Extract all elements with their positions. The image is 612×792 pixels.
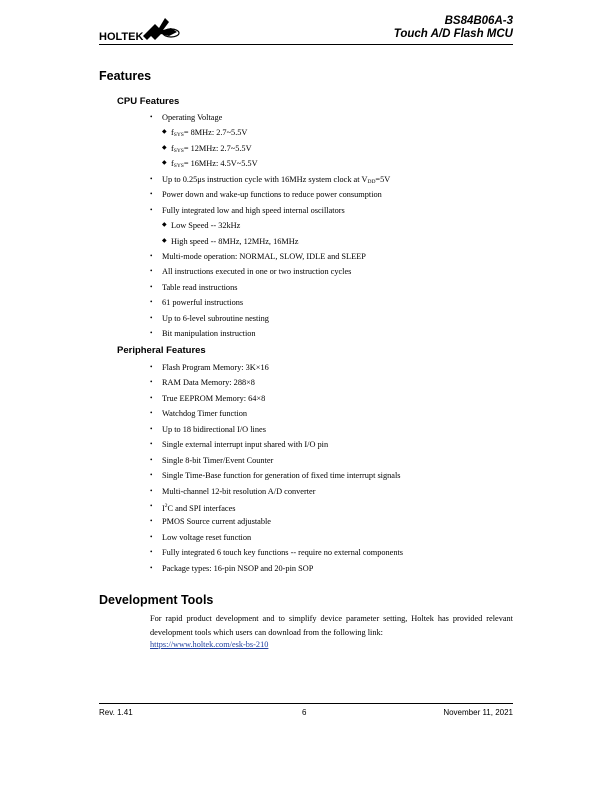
text-part: =5V <box>375 174 391 184</box>
text-part: f <box>171 159 174 169</box>
list-item <box>150 234 520 249</box>
bullet-icon: • <box>150 409 153 418</box>
list-item <box>150 422 520 437</box>
supscript: 2 <box>164 502 168 509</box>
list-item-text <box>150 504 236 513</box>
bullet-icon: • <box>150 205 153 214</box>
product-subtitle: Touch A/D Flash MCU <box>393 28 513 40</box>
list-item <box>150 437 520 452</box>
bullet-icon: • <box>150 548 153 557</box>
list-item <box>150 484 520 499</box>
subscript: DD <box>367 178 376 185</box>
list-item-text: RAM Data Memory: 288×8 <box>162 378 255 388</box>
list-item <box>150 110 520 125</box>
diamond-bullet-icon: ◆ <box>162 144 167 151</box>
list-item <box>150 326 520 341</box>
diamond-bullet-icon: ◆ <box>162 129 167 136</box>
list-item-text: Fully integrated 6 touch key functions -- require no external components <box>162 548 404 558</box>
bullet-icon: • <box>150 174 153 183</box>
list-item-text: Fully integrated low and high speed internal oscillators <box>162 205 345 215</box>
header-rule <box>99 44 513 45</box>
list-item-text: Power down and wake-up functions to reduce power consumption <box>162 190 382 200</box>
list-item-text: Multi-channel 12-bit resolution A/D converter <box>162 486 316 496</box>
list-item <box>150 561 520 576</box>
diamond-bullet-icon: ◆ <box>162 222 167 229</box>
list-item-text <box>150 175 390 184</box>
text-part: I <box>162 503 165 513</box>
list-item <box>150 203 520 218</box>
list-item-text: True EEPROM Memory: 64×8 <box>162 393 266 403</box>
list-item <box>150 360 520 375</box>
list-item-text: Up to 18 bidirectional I/O lines <box>162 424 266 434</box>
subscript: SYS <box>173 163 184 170</box>
list-item <box>150 514 520 529</box>
footer-page-number: 6 <box>302 708 307 717</box>
list-item-text: Low Speed -- 32kHz <box>171 221 241 231</box>
list-item-text: PMOS Source current adjustable <box>162 517 271 527</box>
text-part: = 16MHz: 4.5V~5.5V <box>183 159 258 169</box>
list-item <box>150 295 520 310</box>
list-item <box>150 406 520 421</box>
list-item-text: Table read instructions <box>162 282 238 292</box>
bullet-icon: • <box>150 329 153 338</box>
bullet-icon: • <box>150 532 153 541</box>
list-item <box>150 391 520 406</box>
list-item <box>150 280 520 295</box>
header-title <box>394 15 513 41</box>
peripheral-features-list <box>150 360 520 576</box>
list-item-text: Multi-mode operation: NORMAL, SLOW, IDLE and SLEEP <box>162 251 366 261</box>
text-part: C and SPI interfaces <box>167 503 236 513</box>
diamond-bullet-icon: ◆ <box>162 160 167 167</box>
footer-revision: Rev. 1.41 <box>99 708 133 717</box>
subscript: SYS <box>173 147 184 154</box>
list-item <box>150 264 520 279</box>
development-tools-link[interactable]: https://www.holtek.com/esk-bs-210 <box>150 640 269 649</box>
list-item-text: High speed -- 8MHz, 12MHz, 16MHz <box>171 236 299 246</box>
bullet-icon: • <box>150 190 153 199</box>
list-item <box>150 172 520 187</box>
list-item-text: 61 powerful instructions <box>162 298 244 308</box>
text-part: f <box>171 128 174 138</box>
list-item-text: Single Time-Base function for generation of fixed time interrupt signals <box>162 471 401 481</box>
bullet-icon: • <box>150 563 153 572</box>
list-item <box>150 125 520 140</box>
bullet-icon: • <box>150 363 153 371</box>
bullet-icon: • <box>150 424 153 433</box>
list-item <box>150 311 520 326</box>
list-item-text: Watchdog Timer function <box>162 409 248 419</box>
bullet-icon: • <box>150 113 153 121</box>
list-item <box>150 468 520 483</box>
cpu-features-list <box>150 110 520 342</box>
list-item-text: Bit manipulation instruction <box>162 329 256 339</box>
features-heading: Features <box>99 69 152 83</box>
text-part: = 12MHz: 2.7~5.5V <box>183 143 252 153</box>
footer-rule <box>99 703 513 704</box>
bullet-icon: • <box>150 501 153 510</box>
list-item-text: All instructions executed in one or two instruction cycles <box>162 267 352 277</box>
development-tools-heading: Development Tools <box>99 593 214 607</box>
text-part: Up to 0.25μs instruction cycle with 16MHz system clock at V <box>162 174 368 184</box>
list-item-text: Low voltage reset function <box>162 532 252 542</box>
list-item-text: Single 8-bit Timer/Event Counter <box>162 455 274 465</box>
list-item <box>150 141 520 156</box>
peripheral-features-heading: Peripheral Features <box>117 345 206 356</box>
list-item-text: Operating Voltage <box>162 113 223 122</box>
bullet-icon: • <box>150 517 153 526</box>
list-item <box>150 375 520 390</box>
subscript: SYS <box>173 132 184 139</box>
list-item-text: Up to 6-level subroutine nesting <box>162 313 269 323</box>
bullet-icon: • <box>150 251 153 260</box>
list-item <box>150 218 520 233</box>
list-item <box>150 545 520 560</box>
bullet-icon: • <box>150 455 153 464</box>
list-item-text: Package types: 16-pin NSOP and 20-pin SOP <box>162 563 314 573</box>
list-item <box>150 499 520 514</box>
bullet-icon: • <box>150 471 153 480</box>
bullet-icon: • <box>150 282 153 291</box>
list-item <box>150 453 520 468</box>
footer-date: November 11, 2021 <box>443 708 513 717</box>
list-item <box>150 187 520 202</box>
bullet-icon: • <box>150 298 153 307</box>
list-item <box>150 156 520 171</box>
text-part: f <box>171 143 174 153</box>
list-item-text: Single external interrupt input shared with I/O pin <box>162 440 329 450</box>
cpu-features-heading: CPU Features <box>117 96 180 107</box>
bullet-icon: • <box>150 378 153 387</box>
bullet-icon: • <box>150 313 153 322</box>
bullet-icon: • <box>150 393 153 402</box>
diamond-bullet-icon: ◆ <box>162 237 167 244</box>
text-part: = 8MHz: 2.7~5.5V <box>183 128 248 138</box>
bullet-icon: • <box>150 486 153 495</box>
list-item <box>150 530 520 545</box>
list-item <box>150 249 520 264</box>
list-item-text: Flash Program Memory: 3K×16 <box>162 363 269 372</box>
bullet-icon: • <box>150 267 153 276</box>
part-number: BS84B06A-3 <box>444 15 513 27</box>
bullet-icon: • <box>150 440 153 449</box>
development-tools-text: For rapid product development and to simplify device parameter setting, Holtek has provided relevant development tools which users can download from the following link: <box>150 614 513 637</box>
svg-text:HOLTEK: HOLTEK <box>99 31 144 43</box>
